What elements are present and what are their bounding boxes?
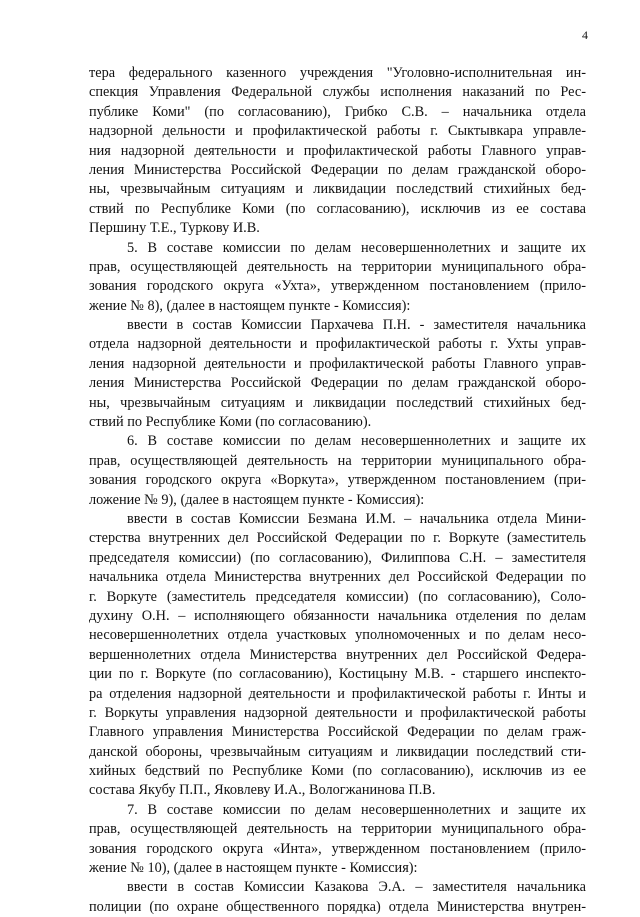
text-line: ствий по Республике Коми (по согласованию), исключив из ее состава (89, 200, 586, 217)
paragraph (89, 801, 586, 879)
text-line: несовершеннолетних отдела участковых уполномоченных и по делам несо- (89, 627, 586, 644)
document-body (89, 64, 586, 917)
text-line: ра отделения надзорной деятельности и профилактической работы г. Инты и (89, 685, 586, 702)
text-line: прав, осуществляющей деятельность на территории муниципального обра- (89, 821, 586, 838)
text-line: полиции (по охране общественного порядка) отдела Министерства внутрен- (89, 898, 586, 915)
text-line: начальника отдела Министерства внутренних дел Российской Федерации по (89, 569, 586, 586)
text-line: ввести в состав Комиссии Казакова Э.А. – заместителя начальника (127, 879, 586, 896)
text-line: ствий по Республике Коми (по согласованию). (89, 414, 372, 431)
text-line: 6. В составе комиссии по делам несовершеннолетних и защите их (127, 433, 586, 450)
text-line: прав, осуществляющей деятельность на территории муниципального обра- (89, 258, 586, 275)
text-line: ввести в состав Комиссии Пархачева П.Н. - заместителя начальника (127, 317, 586, 334)
text-line: публике Коми" (по согласованию), Грибко С.В. – начальника отдела (89, 103, 586, 120)
paragraph (89, 878, 586, 917)
text-line: надзорной дельности и профилактической работы г. Сыктывкара управле- (89, 123, 586, 140)
text-line: ления Министерства Российской Федерации по делам гражданской оборо- (89, 375, 586, 392)
text-line: данской обороны, чрезвычайным ситуациям и ликвидации последствий сти- (89, 743, 586, 760)
text-line: хийных бедствий по Республике Коми (по согласованию), исключив из ее (89, 763, 586, 780)
text-line: ложение № 9), (далее в настоящем пункте - Комиссия): (89, 491, 425, 508)
text-line: прав, осуществляющей деятельность на территории муниципального обра- (89, 452, 586, 469)
paragraph (89, 510, 586, 801)
paragraph (89, 316, 586, 432)
text-line: ления надзорной деятельности и профилактической работы Главного управ- (89, 355, 586, 372)
text-line: отдела надзорной деятельности и профилактической работы г. Ухты управ- (89, 336, 586, 353)
text-line: стерства внутренних дел Российской Федерации по г. Воркуте (заместитель (89, 530, 586, 547)
text-line: жение № 10), (далее в настоящем пункте - Комиссия): (89, 860, 418, 877)
text-line: ны, чрезвычайным ситуациям и ликвидации последствий стихийных бед- (89, 394, 586, 411)
paragraph (89, 64, 586, 239)
text-line: г. Воркуте (заместитель председателя комиссии) (по согласованию), Соло- (89, 588, 586, 605)
text-line: духину О.Н. – исполняющего обязанности начальника отделения по делам (89, 607, 586, 624)
text-line: зования городского округа «Воркута», утвержденном постановлением (при- (89, 472, 586, 489)
text-line: Главного управления Министерства Российской Федерации по делам граж- (89, 724, 586, 741)
paragraph (89, 432, 586, 510)
text-line: тера федерального казенного учреждения "Уголовно-исполнительная ин- (89, 65, 586, 81)
text-line: ции по г. Воркуте (по согласованию), Костицыну М.В. - старшего инспекто- (89, 666, 586, 683)
text-line: ния надзорной деятельности и профилактической работы Главного управ- (89, 142, 586, 159)
text-line: вершеннолетних отдела Министерства внутренних дел Российской Федера- (89, 646, 586, 663)
text-line: ны, чрезвычайным ситуациям и ликвидации последствий стихийных бед- (89, 181, 586, 198)
text-line: Першину Т.Е., Туркову И.В. (89, 220, 260, 237)
text-line: ввести в состав Комиссии Безмана И.М. – начальника отдела Мини- (127, 510, 586, 527)
text-line: 5. В составе комиссии по делам несовершеннолетних и защите их (127, 239, 586, 256)
text-line: спекция Управления Федеральной службы исполнения наказаний по Рес- (89, 84, 586, 101)
text-line: г. Воркуты управления надзорной деятельности и профилактической работы (89, 704, 586, 721)
text-line: ления Министерства Российской Федерации по делам гражданской оборо- (89, 161, 586, 178)
text-line: состава Якубу П.П., Яковлеву И.А., Вологжанинова П.В. (89, 782, 436, 799)
text-line: зования городского округа «Ухта», утвержденном постановлением (прило- (89, 278, 586, 295)
paragraph (89, 239, 586, 317)
text-line: зования городского округа «Инта», утвержденном постановлением (прило- (89, 840, 586, 857)
text-line: 7. В составе комиссии по делам несовершеннолетних и защите их (127, 801, 586, 818)
page-number: 4 (582, 28, 588, 42)
text-line: председателя комиссии) (по согласованию), Филиппова С.Н. – заместителя (89, 549, 586, 566)
text-line: жение № 8), (далее в настоящем пункте - Комиссия): (89, 297, 411, 314)
